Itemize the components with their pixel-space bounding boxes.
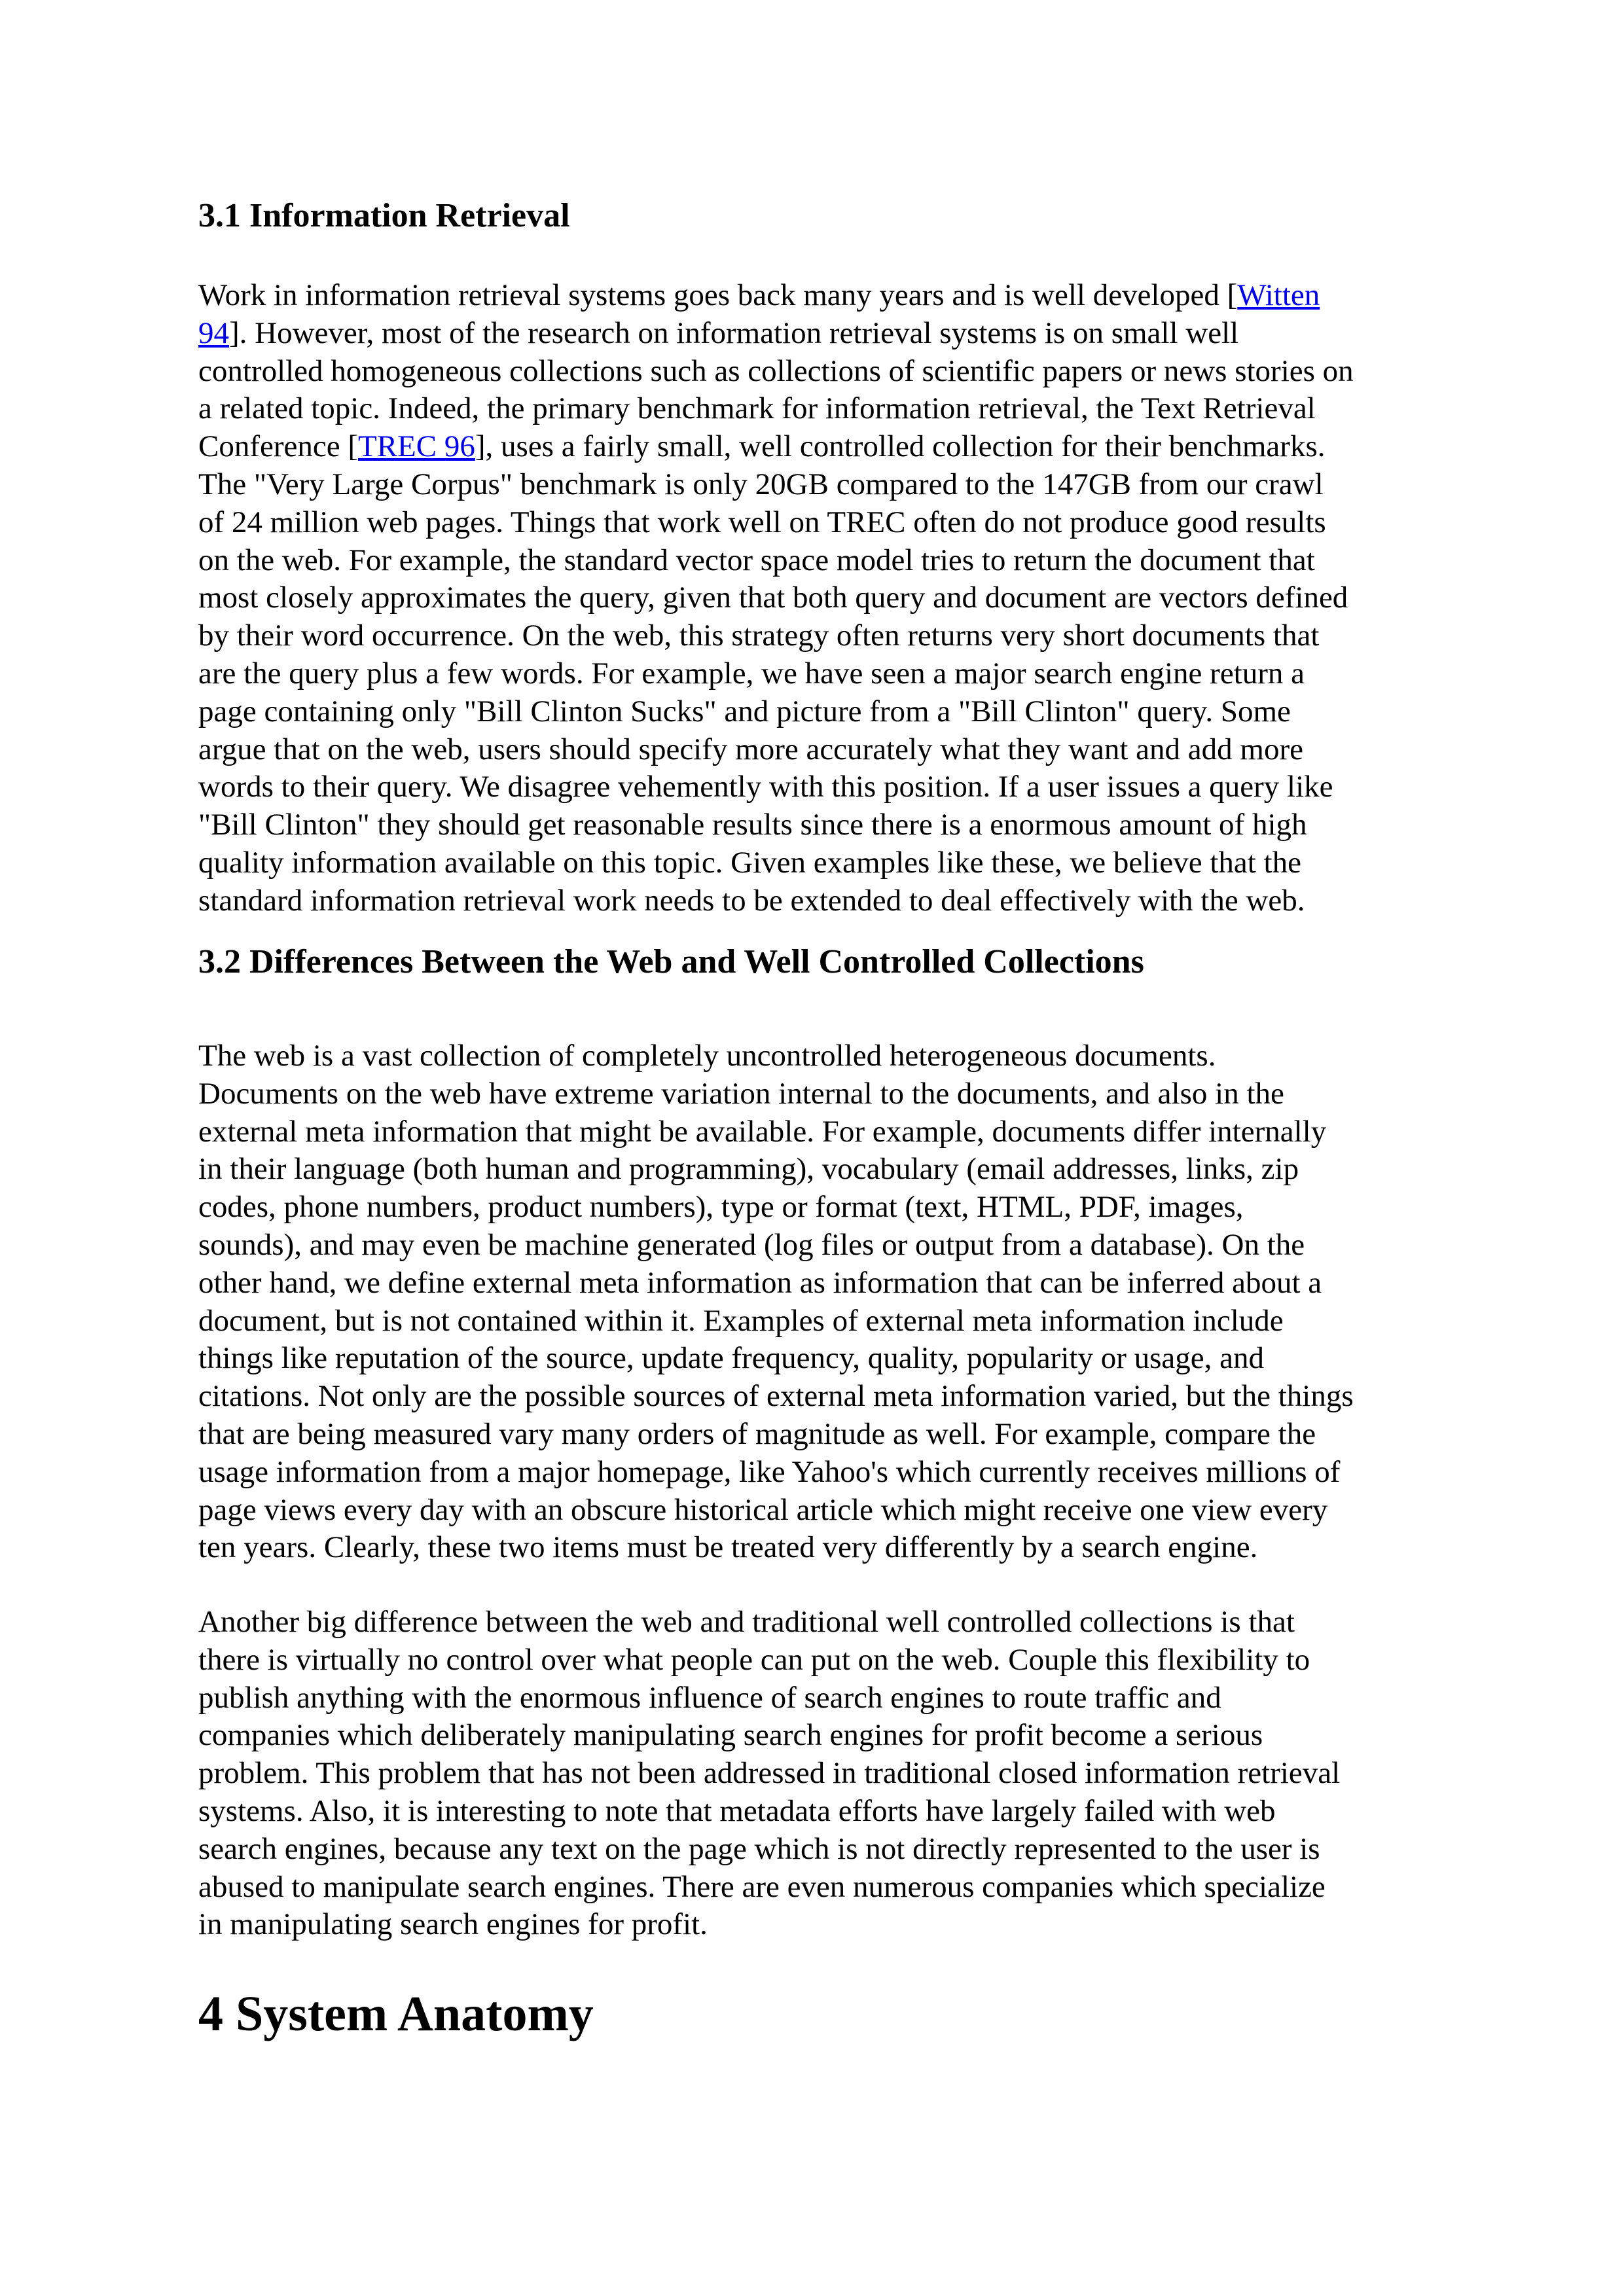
reference-link[interactable]: 94 [198, 315, 229, 350]
text-line: external meta information that might be available. For example, documents differ internally [198, 1114, 1327, 1149]
text-line: on the web. For example, the standard vector space model tries to return the document that [198, 543, 1315, 577]
text-line: companies which deliberately manipulating search engines for profit become a serious [198, 1718, 1263, 1753]
text-line: The "Very Large Corpus" benchmark is only 20GB compared to the 147GB from our crawl [198, 467, 1324, 501]
text-line: things like reputation of the source, update frequency, quality, popularity or usage, and [198, 1341, 1264, 1376]
text-line: page containing only "Bill Clinton Sucks" and picture from a "Bill Clinton" query. Some [198, 694, 1291, 728]
section-heading-3-2: 3.2 Differences Between the Web and Well Controlled Collections [198, 943, 1144, 980]
paragraph-web-differences-2 [198, 1604, 1455, 1944]
text-line: The web is a vast collection of completely uncontrolled heterogeneous documents. [198, 1039, 1216, 1073]
text-line: codes, phone numbers, product numbers), type or format (text, HTML, PDF, images, [198, 1190, 1244, 1225]
reference-link[interactable]: TREC 96 [358, 429, 475, 464]
paragraph-information-retrieval [198, 277, 1455, 920]
text-line: citations. Not only are the possible sources of external meta information varied, but the things [198, 1379, 1354, 1414]
text-line: Documents on the web have extreme variation internal to the documents, and also in the [198, 1076, 1284, 1111]
text-line: page views every day with an obscure historical article which might receive one view every [198, 1492, 1328, 1527]
text-line: most closely approximates the query, given that both query and document are vectors defined [198, 581, 1348, 615]
text-line: other hand, we define external meta information as information that can be inferred about a [198, 1265, 1322, 1300]
text-line: Another big difference between the web and traditional well controlled collections is that [198, 1605, 1295, 1639]
text-line: "Bill Clinton" they should get reasonable results since there is a enormous amount of high [198, 808, 1307, 842]
text-line: argue that on the web, users should specify more accurately what they want and add more [198, 732, 1303, 766]
text-line: in their language (both human and programming), vocabulary (email addresses, links, zip [198, 1152, 1299, 1187]
section-heading-4: 4 System Anatomy [198, 1986, 594, 2041]
section-heading-3-1: 3.1 Information Retrieval [198, 197, 570, 234]
text-line: systems. Also, it is interesting to note that metadata efforts have largely failed with web [198, 1793, 1276, 1828]
text-line: ten years. Clearly, these two items must be treated very differently by a search engine. [198, 1530, 1258, 1565]
reference-link[interactable]: Witten [1237, 278, 1320, 312]
text-line: of 24 million web pages. Things that work well on TREC often do not produce good results [198, 505, 1326, 539]
text-line: problem. This problem that has not been addressed in traditional closed information retrieval [198, 1756, 1341, 1791]
text-line: are the query plus a few words. For example, we have seen a major search engine return a [198, 656, 1305, 691]
text-line: Work in information retrieval systems goes back many years and is well developed [Witten [198, 278, 1320, 312]
text-line: controlled homogeneous collections such as collections of scientific papers or news stories on [198, 353, 1354, 388]
text-line: there is virtually no control over what people can put on the web. Couple this flexibility to [198, 1642, 1310, 1677]
text-line: standard information retrieval work needs to be extended to deal effectively with the web. [198, 883, 1305, 918]
paragraph-web-differences-1 [198, 1037, 1455, 1567]
text-line: search engines, because any text on the page which is not directly represented to the user is [198, 1831, 1320, 1866]
text-line: sounds), and may even be machine generated (log files or output from a database). On the [198, 1227, 1305, 1262]
text-line: that are being measured vary many orders of magnitude as well. For example, compare the [198, 1416, 1316, 1451]
text-line: Conference [TREC 96], uses a fairly small, well controlled collection for their benchmarks. [198, 429, 1326, 464]
text-line: publish anything with the enormous influence of search engines to route traffic and [198, 1680, 1221, 1715]
text-line: document, but is not contained within it. Examples of external meta information include [198, 1303, 1284, 1338]
text-line: a related topic. Indeed, the primary benchmark for information retrieval, the Text Retrieval [198, 391, 1316, 426]
text-line: 94]. However, most of the research on information retrieval systems is on small well [198, 315, 1239, 350]
text-line: usage information from a major homepage, like Yahoo's which currently receives millions of [198, 1454, 1341, 1489]
text-line: by their word occurrence. On the web, this strategy often returns very short documents that [198, 619, 1320, 653]
text-line: in manipulating search engines for profit. [198, 1907, 708, 1942]
text-line: abused to manipulate search engines. There are even numerous companies which specialize [198, 1869, 1326, 1904]
text-line: words to their query. We disagree vehemently with this position. If a user issues a query like [198, 770, 1333, 804]
text-line: quality information available on this topic. Given examples like these, we believe that the [198, 845, 1301, 880]
